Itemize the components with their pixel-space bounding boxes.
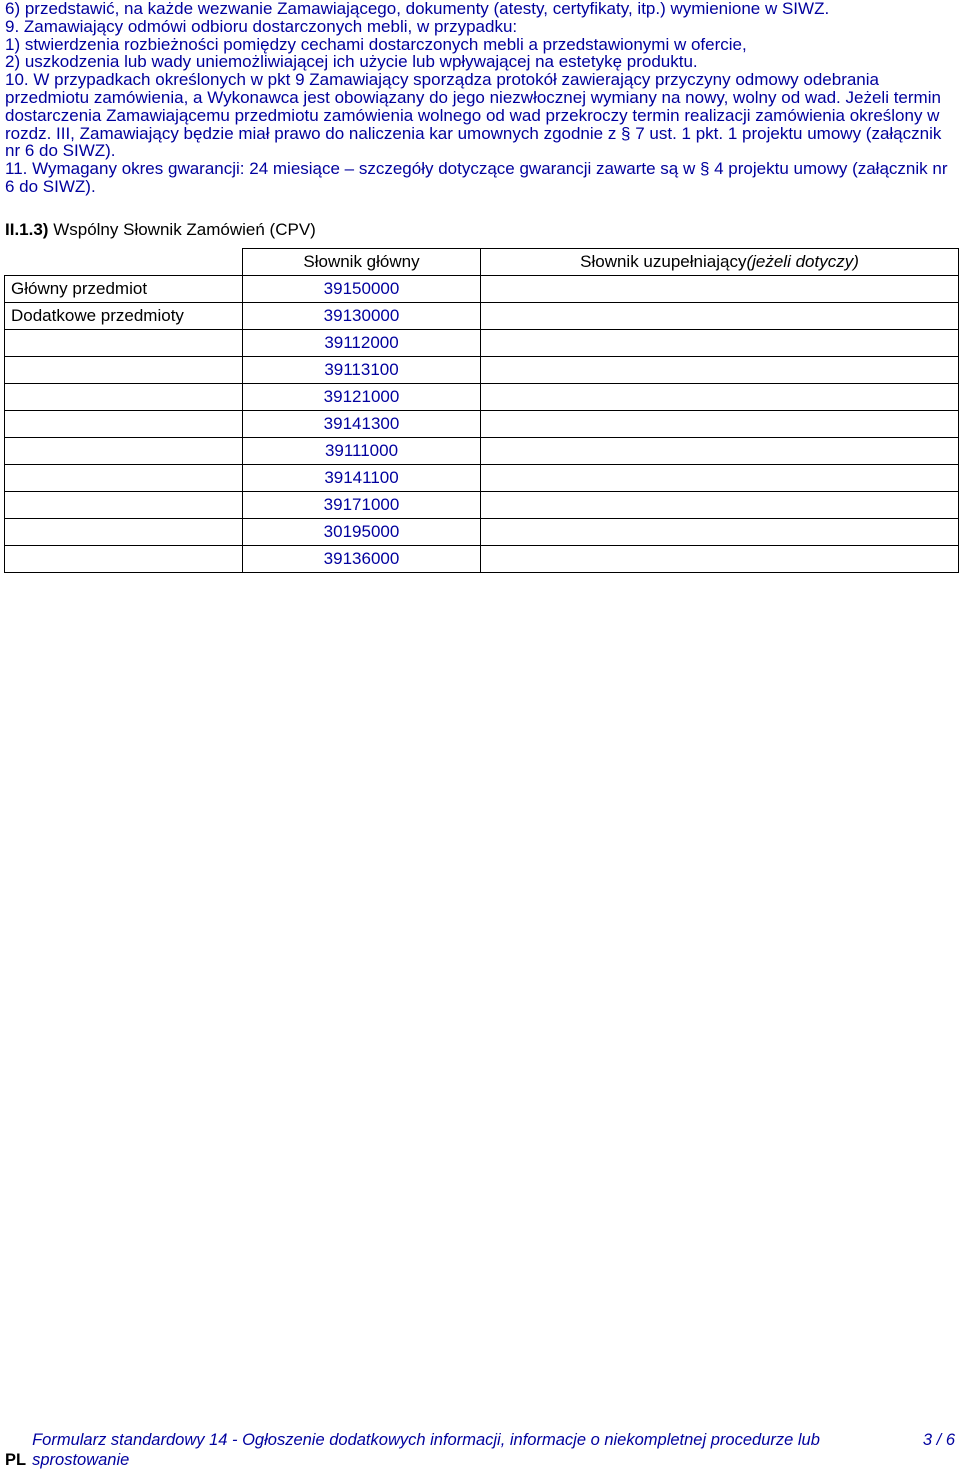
cpv-code: 39112000 (243, 330, 481, 357)
table-header-row (5, 249, 959, 276)
row-label (5, 357, 243, 384)
page-number: 3 / 6 (922, 1431, 955, 1449)
cpv-code: 39130000 (243, 303, 481, 330)
supp-code (481, 438, 959, 465)
language-code: PL (5, 1451, 27, 1469)
table-row (5, 303, 959, 330)
paragraph: 1) stwierdzenia rozbieżności pomiędzy cechami dostarczonych mebli a przedstawionymi w ofercie, (5, 34, 747, 54)
row-label (5, 384, 243, 411)
table-row (5, 357, 959, 384)
paragraph: 10. W przypadkach określonych w pkt 9 Zamawiający sporządza protokół zawierający przyczyny odmowy odebrania przedmiotu zamówienia, a Wykonawca jest obowiązany do jego niezwłocznej wymiany na nowy, wolny od wad. Jeżeli termin dostarczenia Zamawiającemu przedmiotu zamówienia wolnego od wad przekroczy termin realizacji zamówienia określony w rozdz. III, Zamawiający będzie miał prawo do naliczenia kar umownych zgodnie z § 7 ust. 1 pkt. 1 projektu umowy (załącznik nr 6 do SIWZ). (5, 70, 942, 161)
header-empty-cell (5, 249, 243, 276)
table-row (5, 276, 959, 303)
paragraph: 9. Zamawiający odmówi odbioru dostarczonych mebli, w przypadku: (5, 16, 518, 36)
row-label (5, 465, 243, 492)
supp-code (481, 411, 959, 438)
notice-body-text (5, 0, 955, 196)
supp-code (481, 465, 959, 492)
supp-code (481, 357, 959, 384)
row-label: Główny przedmiot (5, 276, 243, 303)
header-main-dictionary: Słownik główny (243, 249, 481, 276)
paragraph: 11. Wymagany okres gwarancji: 24 miesiące – szczegóły dotyczące gwarancji zawarte są w § 4 projektu umowy (załącznik nr 6 do SIWZ). (5, 159, 948, 196)
row-label (5, 546, 243, 573)
supp-code (481, 519, 959, 546)
header-supp-label: Słownik uzupełniający (580, 252, 747, 271)
page-footer (5, 1430, 955, 1470)
table-row (5, 465, 959, 492)
supp-code (481, 276, 959, 303)
row-label (5, 519, 243, 546)
table-row (5, 330, 959, 357)
cpv-code: 39136000 (243, 546, 481, 573)
paragraph: 2) uszkodzenia lub wady uniemożliwiającej ich użycie lub wpływającej na estetykę produktu. (5, 52, 698, 72)
cpv-code: 39141300 (243, 411, 481, 438)
row-label (5, 330, 243, 357)
row-label: Dodatkowe przedmioty (5, 303, 243, 330)
cpv-code: 39171000 (243, 492, 481, 519)
section-heading (5, 220, 316, 240)
supp-code (481, 492, 959, 519)
cpv-code: 39111000 (243, 438, 481, 465)
supp-code (481, 330, 959, 357)
cpv-code: 39150000 (243, 276, 481, 303)
cpv-code: 30195000 (243, 519, 481, 546)
cpv-code: 39121000 (243, 384, 481, 411)
supp-code (481, 546, 959, 573)
row-label (5, 438, 243, 465)
table-row (5, 438, 959, 465)
form-title: Formularz standardowy 14 - Ogłoszenie dodatkowych informacji, informacje o niekompletnej procedurze lub sprostowanie (32, 1431, 820, 1469)
table-row (5, 384, 959, 411)
section-title: Wspólny Słownik Zamówień (CPV) (53, 220, 316, 239)
table-row (5, 492, 959, 519)
cpv-table (4, 248, 959, 573)
row-label (5, 492, 243, 519)
header-supplementary-dictionary (481, 249, 959, 276)
table-row (5, 519, 959, 546)
section-number: II.1.3) (5, 220, 49, 239)
table-row (5, 411, 959, 438)
paragraph: 6) przedstawić, na każde wezwanie Zamawiającego, dokumenty (atesty, certyfikaty, itp.) wymienione w SIWZ. (5, 0, 830, 18)
cpv-code: 39141100 (243, 465, 481, 492)
table-row (5, 546, 959, 573)
header-supp-note: (jeżeli dotyczy) (746, 252, 859, 271)
supp-code (481, 303, 959, 330)
row-label (5, 411, 243, 438)
cpv-code: 39113100 (243, 357, 481, 384)
supp-code (481, 384, 959, 411)
